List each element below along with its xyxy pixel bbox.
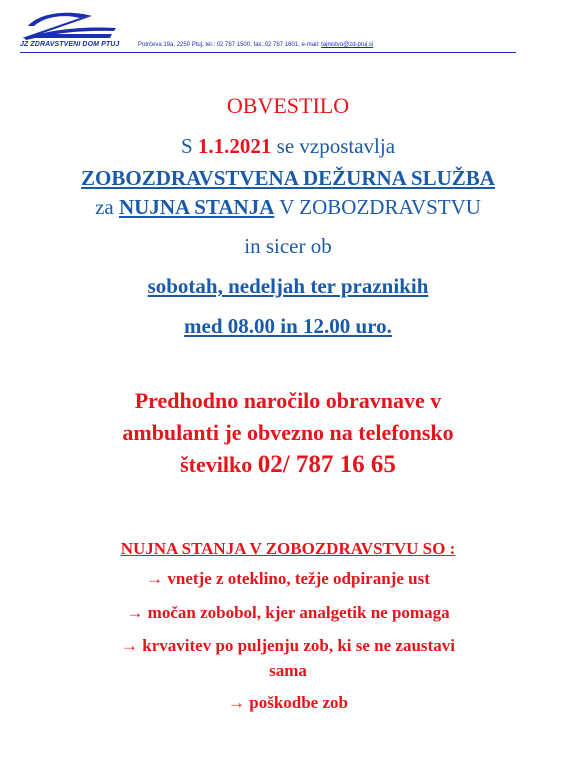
start-date-line	[0, 134, 576, 159]
scope-prefix: za	[95, 195, 119, 219]
contact-text: Potrčeva 19a, 2250 Ptuj, tel.: 02 787 1500, fax.:02 787 1601, e-mail:	[138, 42, 322, 48]
letterhead	[20, 8, 516, 52]
service-days: sobotah, nedeljah ter praznikih	[147, 274, 429, 298]
urgent-item: → poškodbe zob	[228, 693, 348, 712]
urgent-item: → vnetje z oteklino, težje odpiranje ust	[146, 569, 430, 588]
urgent-item: → močan zobobol, kjer analgetik ne pomaga	[126, 603, 450, 622]
urgent-heading: NUJNA STANJA V ZOBOZDRAVSTVU SO :	[120, 539, 456, 558]
notice-title: OBVESTILO	[226, 93, 350, 118]
urgent-item-continuation: sama	[269, 661, 307, 680]
service-name: ZOBOZDRAVSTVENA DEŽURNA SLUŽBA	[81, 166, 495, 190]
scope-suffix: V ZOBOZDRAVSTVU	[274, 195, 481, 219]
phone-number: 02/ 787 16 65	[257, 451, 396, 478]
scope-emphasis: NUJNA STANJA	[118, 195, 275, 219]
email-link[interactable]: tajnistvo@zd-ptuj.si	[321, 42, 374, 48]
start-date-suffix: se vzpostavlja	[271, 134, 396, 158]
booking-line-3	[0, 451, 576, 479]
urgent-item: → krvavitev po puljenju zob, ki se ne zaustavi	[121, 636, 455, 655]
schedule-intro: in sicer ob	[244, 234, 332, 258]
urgent-scope-line	[0, 195, 576, 220]
contact-info	[138, 42, 373, 48]
start-date: 1.1.2021	[197, 134, 272, 158]
header-divider	[20, 52, 516, 53]
booking-line-2: ambulanti je obvezno na telefonsko	[122, 420, 454, 445]
organization-name: JZ ZDRAVSTVENI DOM PTUJ	[20, 41, 120, 48]
start-date-prefix: S	[180, 134, 198, 158]
organization-logo	[20, 8, 120, 42]
booking-phone-prefix: številko	[180, 452, 258, 477]
booking-line-1: Predhodno naročilo obravnave v	[134, 388, 442, 413]
service-hours: med 08.00 in 12.00 uro.	[184, 314, 392, 338]
